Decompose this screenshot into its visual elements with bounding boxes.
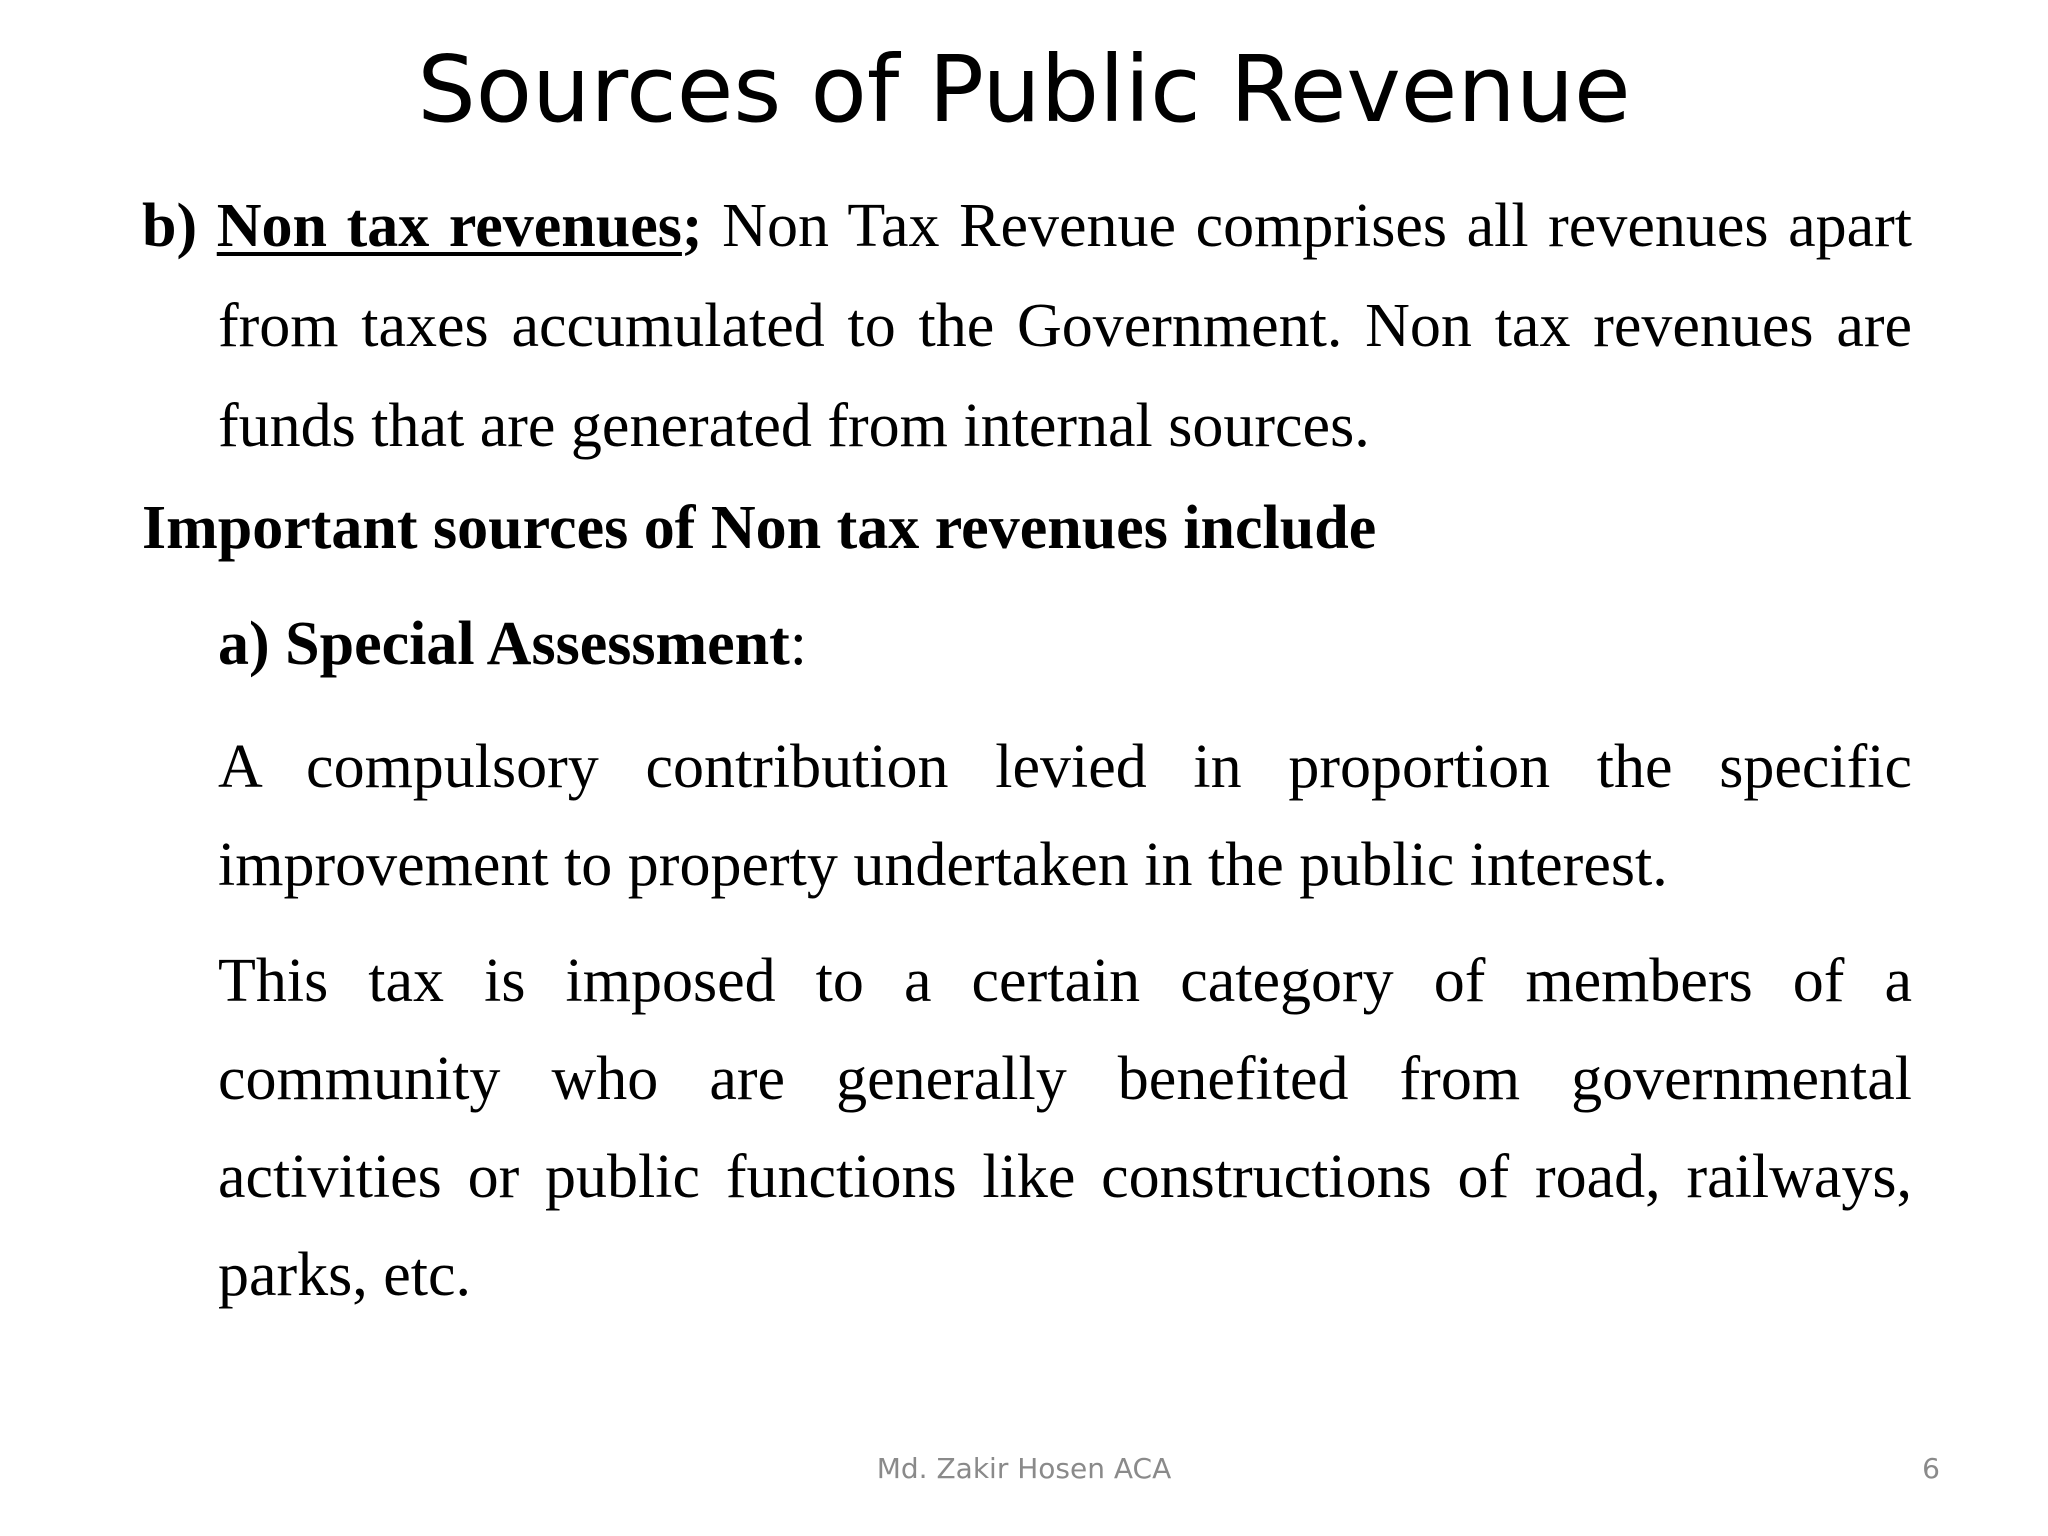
- footer-author: Md. Zakir Hosen ACA: [876, 1452, 1172, 1485]
- section-b-separator: ;: [681, 192, 703, 260]
- page-number: 6: [1922, 1452, 1940, 1485]
- special-assessment-description: This tax is imposed to a certain category of members of a community who are generally benefited from governmental activities or public functions like constructions of road, railways, parks, etc.: [218, 947, 1912, 1309]
- section-b-paragraph: [142, 176, 1912, 476]
- special-assessment-heading: a) Special Assessment: [218, 610, 790, 678]
- slide-title: Sources of Public Revenue: [417, 36, 1631, 143]
- important-sources-heading: Important sources of Non tax revenues include: [142, 494, 1377, 562]
- section-b-text: Non Tax Revenue comprises all revenues apart from taxes accumulated to the Government. Non tax revenues are funds that are generated from internal sources.: [218, 192, 1913, 460]
- special-assessment-heading-line: [218, 604, 1912, 684]
- special-assessment-definition: A compulsory contribution levied in proportion the specific improvement to property undertaken in the public interest.: [218, 733, 1912, 899]
- section-b-marker: b): [142, 192, 198, 260]
- special-assessment-colon: :: [789, 610, 808, 678]
- section-b-heading: Non tax revenues: [216, 192, 682, 260]
